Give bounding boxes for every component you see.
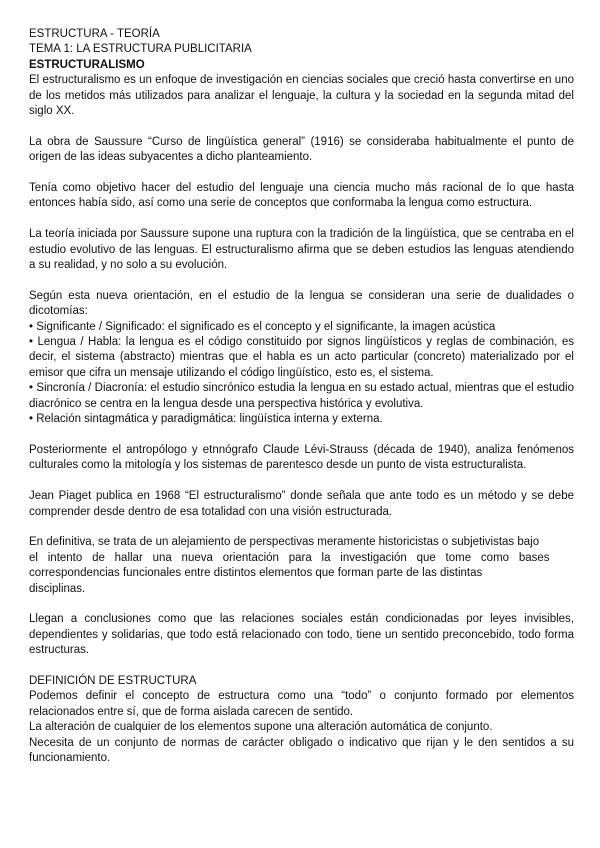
- paragraph-dualidades-intro: Según esta nueva orientación, en el estudio de la lengua se consideran una serie de dualidades o dicotomías:: [29, 289, 574, 318]
- paragraph-line: disciplinas.: [29, 582, 86, 595]
- bullet-icon: •: [29, 336, 34, 349]
- paragraph-alteracion: La alteración de cualquier de los elementos supone una alteración automática de conjunto.: [29, 721, 493, 734]
- section-heading-definicion: DEFINICIÓN DE ESTRUCTURA: [29, 674, 197, 687]
- document-subject: ESTRUCTURA - TEORÍA: [29, 28, 160, 40]
- list-item-text: Significante / Significado: el significado es el concepto y el significante, la imagen acústica: [36, 320, 496, 333]
- list-item-text: Relación sintagmática y paradigmática: lingüística interna y externa.: [36, 413, 383, 426]
- list-item: [29, 381, 574, 412]
- paragraph-line: el intento de hallar una nueva orientación para la investigación que tome como bases: [29, 551, 550, 564]
- bullet-icon: •: [29, 382, 34, 395]
- paragraph-saussure-obra: La obra de Saussure “Curso de lingüística general” (1916) se consideraba habitualmente el punto de origen de las ideas subyacentes a dicho planteamiento.: [29, 135, 574, 164]
- list-item: [29, 412, 574, 427]
- dualities-list: [29, 320, 574, 428]
- list-item: [29, 320, 574, 335]
- paragraph-definicion: Podemos definir el concepto de estructura como una “todo” o conjunto formado por elementos relacionados entre sí, que de forma aislada carecen de sentido.: [29, 690, 574, 718]
- paragraph-levi-strauss: Posteriormente el antropólogo y etnnógrafo Claude Lévi-Strauss (década de 1940), analiza fenómenos culturales como la mitología y los sistemas de parentesco desde un punto de vista estructuralista.: [29, 443, 574, 472]
- paragraph-definitiva: [29, 535, 574, 597]
- paragraph-conclusiones: Llegan a conclusiones como que las relaciones sociales están condicionadas por leyes invisibles, dependientes y solidarias, que todo está relacionado con todo, tiene un sentido preconcebido, todo forma estructuras.: [29, 613, 574, 657]
- paragraph-normas: Necesita de un conjunto de normas de carácter obligado o indicativo que rijan y le den sentidos a su funcionamiento.: [29, 736, 574, 764]
- paragraph-intro: El estructuralismo es un enfoque de investigación en ciencias sociales que creció hasta convertirse en uno de los metidos más utilizados para analizar el lenguaje, la cultura y la sociedad en la segunda mitad del siglo XX.: [29, 74, 574, 118]
- list-item-text: Lengua / Habla: la lengua es el código constituido por signos lingüísticos y reglas de combinación, es decir, el sistema (abstracto) mientras que el habla es un acto particular (concreto) materializado por el emisor que cifra un mensaje utilizando el código lingüístico, esto es, el sistema.: [29, 336, 574, 379]
- paragraph-line: correspondencias funcionales entre distintos elementos que forman parte de las distintas: [29, 567, 483, 580]
- document-topic: TEMA 1: LA ESTRUCTURA PUBLICITARIA: [29, 43, 252, 56]
- bullet-icon: •: [29, 413, 34, 426]
- paragraph-piaget: Jean Piaget publica en 1968 “El estructuralismo” donde señala que ante todo es un método y se debe comprender desde dentro de esa totalidad con una visión estructurada.: [29, 490, 574, 518]
- bullet-icon: •: [29, 320, 34, 333]
- paragraph-line: En definitiva, se trata de un alejamiento de perspectivas meramente historicistas o subjetivistas bajo: [29, 536, 540, 549]
- list-item-text: Sincronía / Diacronía: el estudio sincrónico estudia la lengua en su estado actual, mientras que el estudio diacrónico se centra en la lengua desde una perspectiva histórica y evolutiva.: [29, 382, 574, 410]
- document-page: [29, 27, 574, 766]
- section-heading-estructuralismo: ESTRUCTURALISMO: [29, 58, 145, 71]
- paragraph-teoria-saussure: La teoría iniciada por Saussure supone una ruptura con la tradición de la lingüística, que se centraba en el estudio evolutivo de las lenguas. El estructuralismo afirma que se deben estudios las lenguas atendiendo a su realidad, y no solo a su evolución.: [29, 228, 574, 272]
- paragraph-objetivo: Tenía como objetivo hacer del estudio del lenguaje una ciencia mucho más racional de lo que hasta entonces había sido, así como una serie de conceptos que conformaba la lengua como estructura.: [29, 182, 574, 210]
- list-item: [29, 335, 574, 381]
